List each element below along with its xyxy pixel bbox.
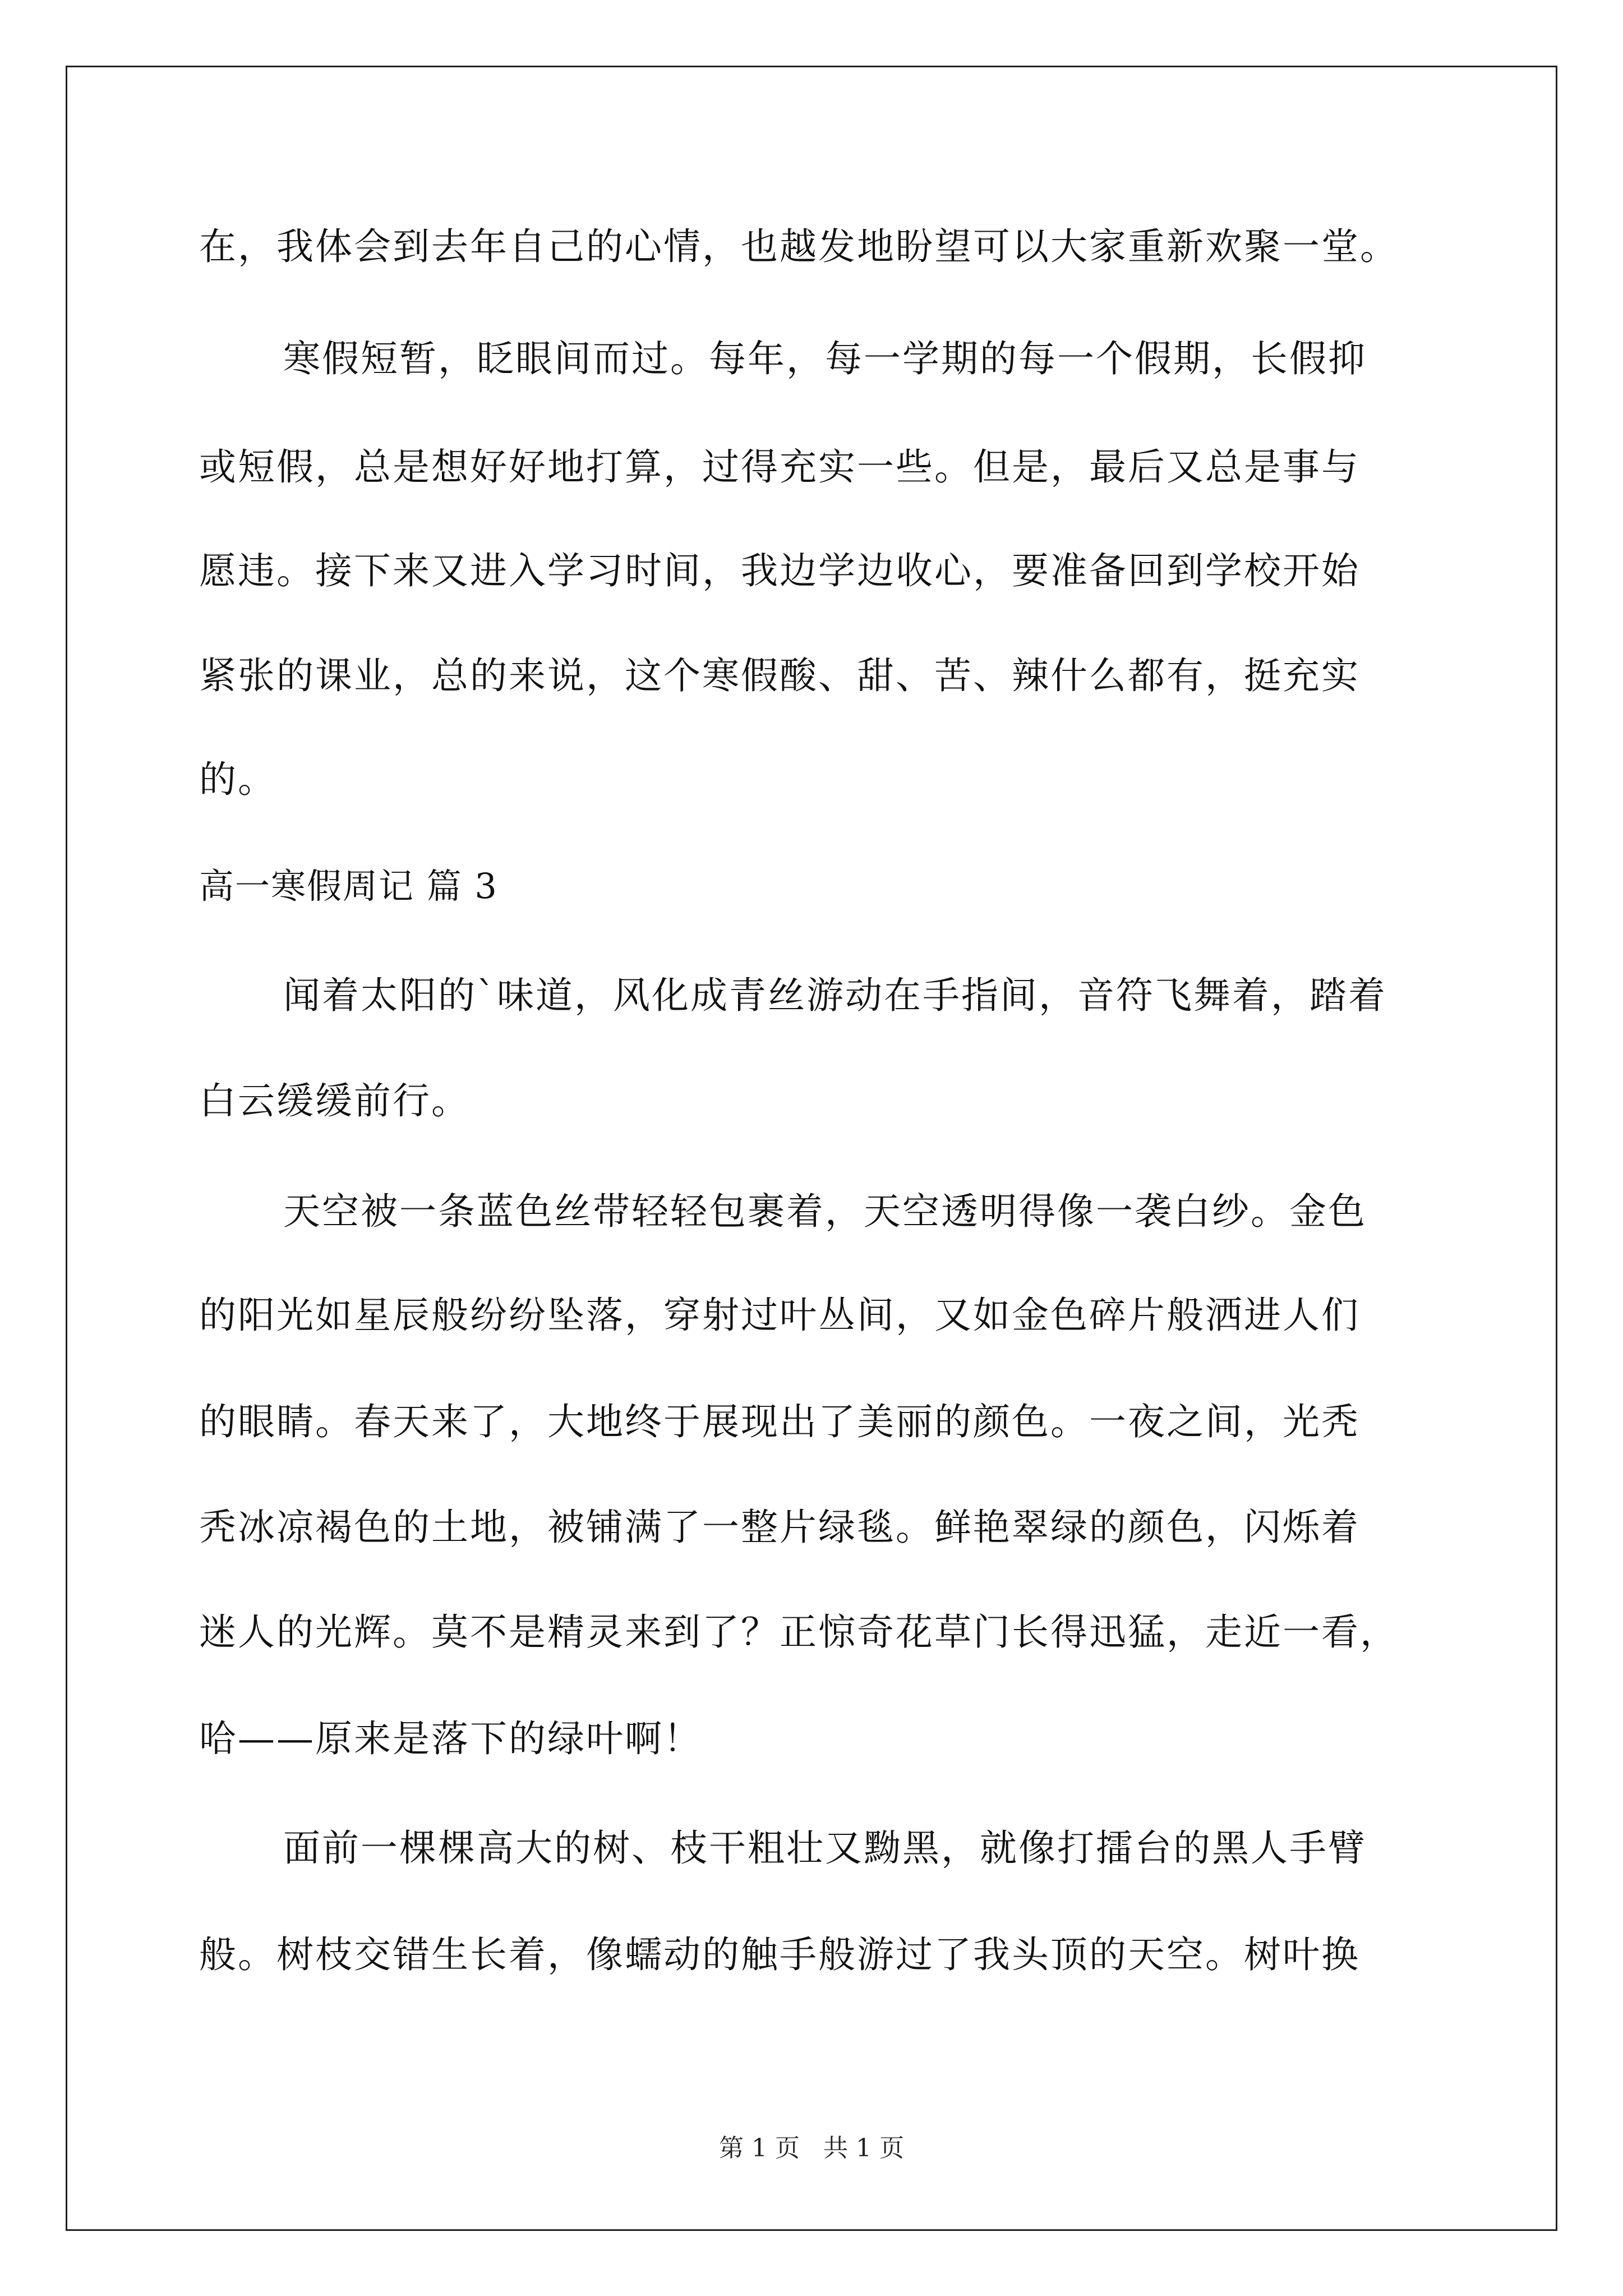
paragraph-line: 闻着太阳的`味道，风化成青丝游动在手指间，音符飞舞着，踏着 xyxy=(283,974,1387,1017)
section-heading: 高一寒假周记 篇 3 xyxy=(199,866,498,907)
paragraph-line: 白云缓缓前行。 xyxy=(199,1079,470,1122)
page-total: 共 1 页 xyxy=(823,2134,904,2162)
paragraph-line: 面前一棵棵高大的树、枝干粗壮又黝黑，就像打擂台的黑人手臂 xyxy=(283,1826,1367,1870)
page-footer xyxy=(0,2132,1623,2165)
paragraph-line: 天空被一条蓝色丝带轻轻包裹着，天空透明得像一袭白纱。金色 xyxy=(283,1190,1367,1233)
paragraph-line: 般。树枝交错生长着，像蠕动的触手般游过了我头顶的天空。树叶换 xyxy=(199,1933,1360,1976)
paragraph-line: 哈——原来是落下的绿叶啊！ xyxy=(199,1717,702,1760)
paragraph-line: 的眼睛。春天来了，大地终于展现出了美丽的颜色。一夜之间，光秃 xyxy=(199,1400,1360,1443)
paragraph-line: 寒假短暂，眨眼间而过。每年，每一学期的每一个假期，长假抑 xyxy=(283,337,1367,380)
page-number: 第 1 页 xyxy=(719,2134,800,2162)
paragraph-line: 的。 xyxy=(199,758,276,801)
paragraph-line: 在，我体会到去年自己的心情，也越发地盼望可以大家重新欢聚一堂。 xyxy=(199,225,1399,268)
paragraph-line: 愿违。接下来又进入学习时间，我边学边收心，要准备回到学校开始 xyxy=(199,549,1360,592)
paragraph-line: 的阳光如星辰般纷纷坠落，穿射过叶丛间，又如金色碎片般洒进人们 xyxy=(199,1294,1360,1337)
paragraph-line: 迷人的光辉。莫不是精灵来到了？正惊奇花草门长得迅猛，走近一看， xyxy=(199,1611,1399,1654)
page-border xyxy=(66,66,1557,2231)
paragraph-line: 秃冰凉褐色的土地，被铺满了一整片绿毯。鲜艳翠绿的颜色，闪烁着 xyxy=(199,1506,1360,1549)
paragraph-line: 紧张的课业，总的来说，这个寒假酸、甜、苦、辣什么都有，挺充实 xyxy=(199,654,1360,697)
paragraph-line: 或短假，总是想好好地打算，过得充实一些。但是，最后又总是事与 xyxy=(199,445,1360,489)
